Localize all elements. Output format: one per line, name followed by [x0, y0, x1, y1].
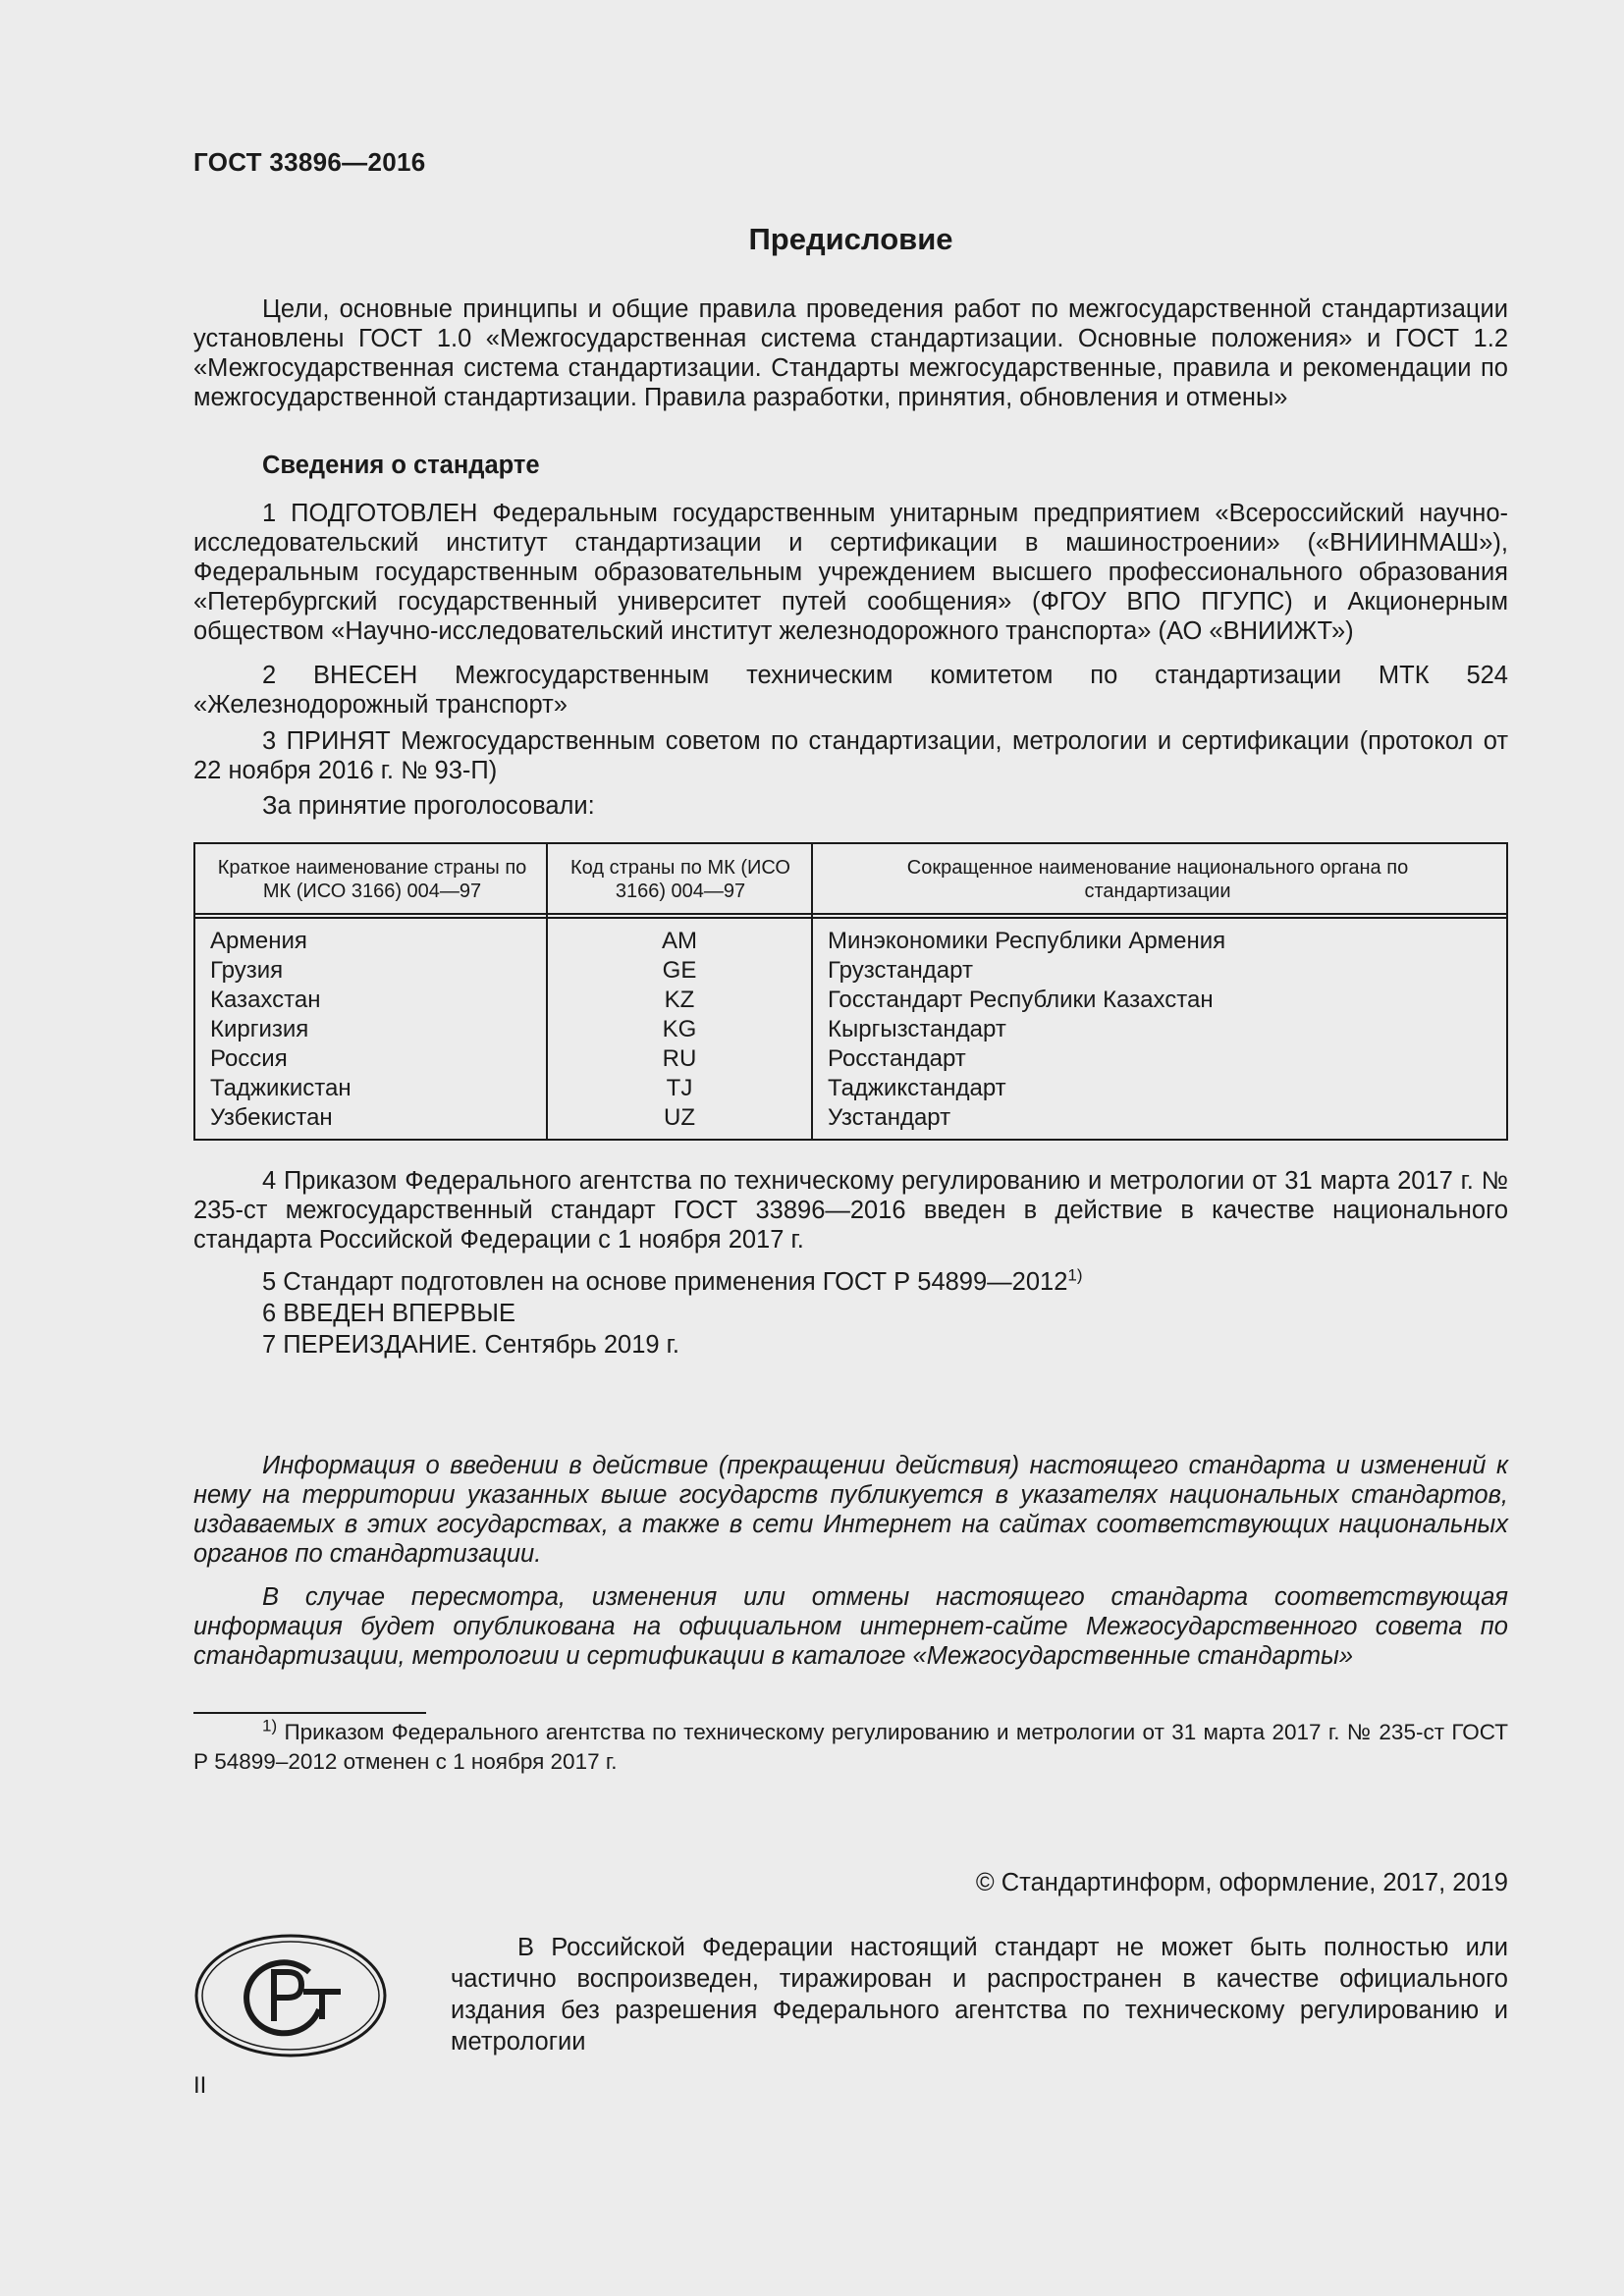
item-7-line: 7 ПЕРЕИЗДАНИЕ. Сентябрь 2019 г.: [262, 1331, 679, 1359]
table-header-body: Сокращенное наименование национального органа по стандартизации: [906, 857, 1409, 902]
table-header-rule: [195, 913, 1506, 915]
table-cell: RU: [662, 1045, 697, 1072]
footnote-ref: 1): [1067, 1265, 1083, 1285]
rights-notice: В Российской Федерации настоящий стандарт не может быть полностью или частично воспроизведен, тиражирован и распространен в качестве официального издания без разрешения Федерального агентства по техническому регулированию и метрологии: [451, 1934, 1508, 2056]
rst-logo: [193, 1933, 388, 2058]
table-cell: Минэкономики Республики Армения: [828, 928, 1226, 954]
footnote-mark: 1): [262, 1716, 278, 1735]
table-header-country: Краткое наименование страны по МК (ИСО 3166) 004—97: [217, 857, 527, 902]
footnote: [193, 1718, 1508, 1777]
document-page: [193, 0, 1508, 2296]
item-3-paragraph: 3 ПРИНЯТ Межгосударственным советом по стандартизации, метрологии и сертификации (протокол от 22 ноября 2016 г. № 93-П): [193, 727, 1508, 784]
table-cell: Кыргызстандарт: [828, 1016, 1006, 1042]
voted-label: За принятие проголосовали:: [262, 792, 595, 820]
table-divider: [811, 844, 813, 1139]
table-cell: Узстандарт: [828, 1104, 951, 1131]
item-5-text: 5 Стандарт подготовлен на основе применения ГОСТ Р 54899—2012: [262, 1268, 1068, 1296]
table-cell: Казахстан: [210, 987, 321, 1013]
table-cell: Грузия: [210, 957, 284, 984]
table-cell: KZ: [664, 987, 695, 1013]
footnote-text: Приказом Федерального агентства по техническому регулированию и метрологии от 31 марта 2017 г. № 235-ст ГОСТ Р 54899–2012 отменен с 1 ноября 2017 г.: [193, 1720, 1508, 1774]
footnote-separator: [193, 1712, 426, 1714]
table-column-code: [548, 927, 811, 1133]
item-1-paragraph: 1 ПОДГОТОВЛЕН Федеральным государственным унитарным предприятием «Всероссийский научно-исследовательский институт стандартизации и сертификации в машиностроении» («ВНИИНМАШ»), Федеральным государственным образовательным учреждением высшего профессионального образования «Петербургский государственный университет путей сообщения» (ФГОУ ВПО ПГУПС) и Акционерным обществом «Научно-исследовательский институт железнодорожного транспорта» (АО «ВНИИЖТ»): [193, 500, 1508, 645]
intro-paragraph: Цели, основные принципы и общие правила проведения работ по межгосударственной стандартизации установлены ГОСТ 1.0 «Межгосударственная система стандартизации. Основные положения» и ГОСТ 1.2 «Межгосударственная система стандартизации. Стандарты межгосударственные, правила и рекомендации по межгосударственной стандартизации. Правила разработки, принятия, обновления и отмены»: [193, 295, 1508, 411]
notice-paragraph-2: В случае пересмотра, изменения или отмены настоящего стандарта соответствующая информация будет опубликована на официальном интернет-сайте Межгосударственного совета по стандартизации, метрологии и сертификации в каталоге «Межгосударственные стандарты»: [193, 1583, 1508, 1670]
table-cell: Росстандарт: [828, 1045, 966, 1072]
table-cell: GE: [662, 957, 697, 984]
page-number: II: [193, 2072, 207, 2099]
table-header-rule: [195, 917, 1506, 919]
page-title: Предисловие: [748, 222, 953, 256]
notice-paragraph-1: Информация о введении в действие (прекращении действия) настоящего стандарта и изменений к нему на территории указанных выше государств публикуется в указателях национальных стандартов, издаваемых в этих государствах, а также в сети Интернет на сайтах соответствующих национальных органов по стандартизации.: [193, 1452, 1508, 1568]
table-cell: Армения: [210, 928, 307, 954]
table-cell: KG: [662, 1016, 697, 1042]
table-cell: Госстандарт Республики Казахстан: [828, 987, 1214, 1013]
table-cell: Таджикстандарт: [828, 1075, 1006, 1101]
table-cell: TJ: [666, 1075, 693, 1101]
table-cell: UZ: [664, 1104, 695, 1131]
table-cell: Таджикистан: [210, 1075, 352, 1101]
table-cell: Киргизия: [210, 1016, 309, 1042]
copyright-line: © Стандартинформ, оформление, 2017, 2019: [975, 1869, 1508, 1896]
table-cell: AM: [662, 928, 697, 954]
table-cell: Россия: [210, 1045, 288, 1072]
item-5-line: [262, 1267, 1083, 1297]
item-6-line: 6 ВВЕДЕН ВПЕРВЫЕ: [262, 1300, 516, 1327]
info-heading: Сведения о стандарте: [262, 452, 540, 479]
item-4-paragraph: 4 Приказом Федерального агентства по техническому регулированию и метрологии от 31 марта 2017 г. № 235-ст межгосударственный стандарт ГОСТ 33896—2016 введен в действие в качестве национального стандарта Российской Федерации с 1 ноября 2017 г.: [193, 1167, 1508, 1254]
table-cell: Грузстандарт: [828, 957, 973, 984]
table-cell: Узбекистан: [210, 1104, 333, 1131]
table-column-country: [210, 927, 352, 1133]
item-2-paragraph: 2 ВНЕСЕН Межгосударственным техническим комитетом по стандартизации МТК 524 «Железнодорожный транспорт»: [193, 662, 1508, 719]
document-header: ГОСТ 33896—2016: [193, 147, 426, 177]
table-header-code: Код страны по МК (ИСО 3166) 004—97: [570, 857, 790, 902]
table-column-body: [828, 927, 1225, 1133]
voting-table: [193, 842, 1508, 1141]
